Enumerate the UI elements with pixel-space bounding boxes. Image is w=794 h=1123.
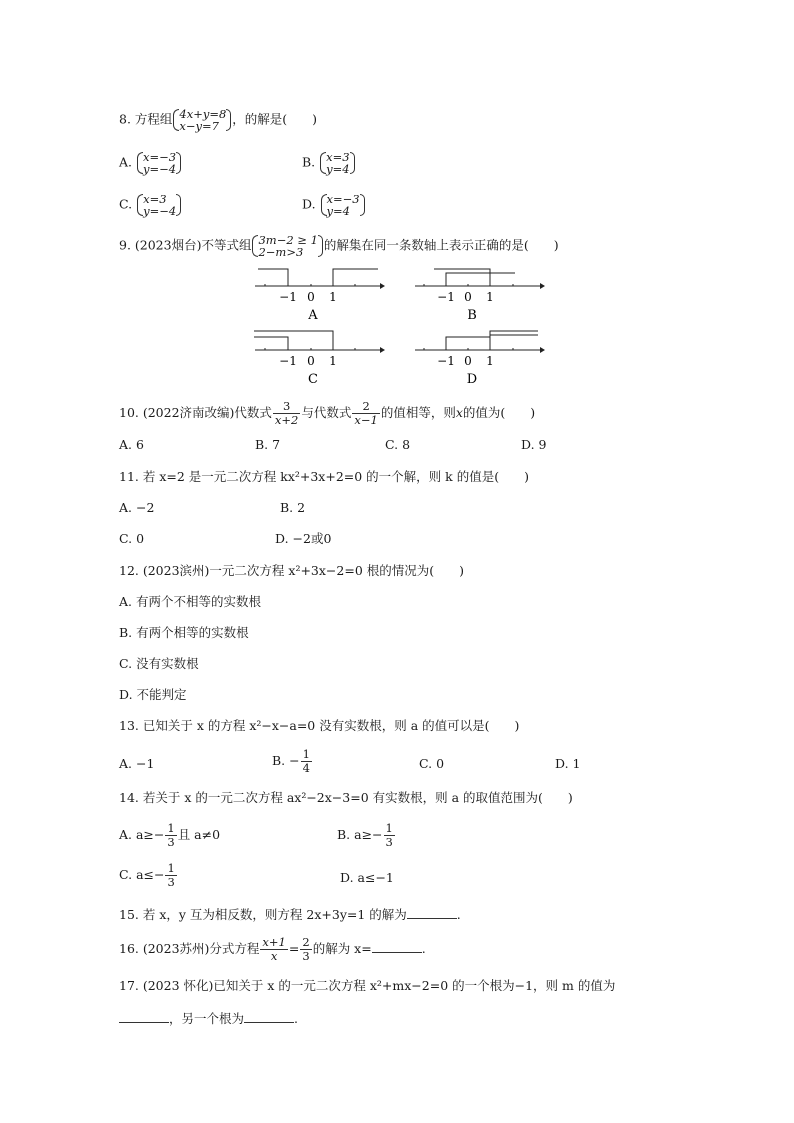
option-text: B. − — [272, 753, 300, 768]
q9-numberline-c[interactable] — [250, 328, 390, 390]
tick-label: 0 — [464, 290, 472, 304]
q8-eq2: x−y=7 — [179, 119, 219, 133]
tick-label: −1 — [279, 354, 297, 368]
q9-eq2: 2−m>3 — [258, 245, 304, 259]
q10-variable: x — [455, 405, 463, 420]
q10-suffix: 的值相等，则 — [380, 405, 456, 420]
option-fraction — [384, 822, 395, 849]
option-text: 且 a≠0 — [177, 827, 221, 842]
q14-option-b[interactable] — [337, 822, 396, 849]
option-line: x=3 — [326, 150, 350, 164]
option-label: A. — [119, 154, 133, 170]
fraction-denominator: 4 — [302, 761, 310, 775]
q13-stem: 13. 已知关于 x 的方程 x²−x−a=0 没有实数根，则 a 的值可以是( ) — [119, 718, 520, 733]
q11-option-b[interactable]: B. 2 — [280, 500, 306, 515]
fraction-denominator: 3 — [302, 949, 310, 963]
option-fraction — [165, 822, 176, 849]
option-line: x=3 — [143, 192, 167, 206]
fraction-denominator: 3 — [167, 835, 175, 849]
fraction-numerator: 3 — [273, 400, 300, 414]
option-line: y=−4 — [143, 204, 177, 218]
option-label: C — [308, 372, 318, 387]
fraction-numerator: 2 — [302, 935, 310, 949]
option-label: A — [308, 308, 318, 323]
option-system — [319, 151, 355, 175]
q10-option-c[interactable]: C. 8 — [385, 437, 411, 452]
q14-option-c[interactable] — [119, 862, 178, 889]
option-system — [320, 193, 366, 217]
q16-fraction-right — [300, 936, 311, 963]
q17-blank-root[interactable] — [244, 1010, 294, 1023]
q15-end: . — [456, 907, 461, 922]
fraction-denominator: 3 — [167, 875, 175, 889]
q15-stem — [119, 906, 461, 923]
option-fraction — [165, 862, 176, 889]
q16-stem — [119, 936, 426, 963]
q10-prefix: 10. (2022济南改编)代数式 — [119, 405, 272, 420]
option-line: x=−3 — [143, 150, 177, 164]
q12-option-c[interactable]: C. 没有实数根 — [119, 656, 199, 671]
tick-label: 0 — [307, 354, 315, 368]
option-line: x=−3 — [326, 192, 360, 206]
q14-option-a[interactable] — [119, 822, 220, 849]
option-text: A. a≥− — [119, 827, 165, 842]
q9-numberline-d[interactable] — [410, 328, 550, 390]
q9-prefix: 9. (2023烟台)不等式组 — [119, 237, 252, 253]
q14-stem: 14. 若关于 x 的一元二次方程 ax²−2x−3=0 有实数根，则 a 的取值范围为( ) — [119, 790, 573, 805]
fraction-numerator: 1 — [167, 821, 175, 835]
q12-stem: 12. (2023滨州)一元二次方程 x²+3x−2=0 根的情况为( ) — [119, 563, 465, 578]
fraction-denominator: 3 — [385, 835, 393, 849]
q8-option-b[interactable] — [302, 151, 356, 175]
tick-label: 1 — [329, 354, 337, 368]
q16-end: . — [421, 941, 426, 956]
tick-label: 0 — [464, 354, 472, 368]
q17-stem-line1: 17. (2023 怀化)已知关于 x 的一元二次方程 x²+mx−2=0 的一个根为−1，则 m 的值为 — [119, 978, 616, 993]
q13-option-d[interactable]: D. 1 — [555, 756, 581, 771]
q8-eq1: 4x+y=8 — [179, 107, 227, 121]
option-line: y=−4 — [143, 162, 177, 176]
fraction-numerator: 1 — [385, 821, 393, 835]
q17-blank-m[interactable] — [119, 1010, 169, 1023]
tick-label: 0 — [307, 290, 315, 304]
option-label: D — [466, 372, 478, 387]
q17-stem-line2 — [119, 1010, 298, 1027]
option-text: B. a≥− — [337, 827, 383, 842]
fraction-numerator: 2 — [352, 400, 379, 414]
q9-system — [251, 234, 323, 258]
q17-end: . — [294, 1011, 298, 1026]
q10-fraction-1 — [273, 400, 300, 427]
q10-option-a[interactable]: A. 6 — [119, 437, 144, 452]
q10-mid: 与代数式 — [301, 405, 352, 420]
tick-label: 1 — [329, 290, 337, 304]
q16-suffix: 的解为 x= — [312, 941, 372, 956]
option-line: y=4 — [326, 204, 350, 218]
option-label: B — [467, 308, 477, 323]
tick-label: 1 — [486, 354, 494, 368]
option-label: D. — [302, 196, 316, 212]
q15-text: 15. 若 x，y 互为相反数，则方程 2x+3y=1 的解为 — [119, 907, 407, 922]
q10-option-d[interactable]: D. 9 — [521, 437, 547, 452]
tick-label: −1 — [279, 290, 297, 304]
q8-option-d[interactable] — [302, 193, 366, 217]
q9-eq1: 3m−2 ≥ 1 — [258, 233, 318, 247]
tick-label: 1 — [486, 290, 494, 304]
q8-option-c[interactable] — [119, 193, 182, 217]
q11-stem: 11. 若 x=2 是一元二次方程 kx²+3x+2=0 的一个解，则 k 的值是( ) — [119, 469, 529, 484]
q12-option-b[interactable]: B. 有两个相等的实数根 — [119, 625, 249, 640]
fraction-numerator: 1 — [302, 747, 310, 761]
q16-answer-blank[interactable] — [372, 940, 422, 953]
q16-fraction-left — [260, 936, 287, 963]
fraction-numerator: 1 — [167, 861, 175, 875]
tick-label: −1 — [437, 354, 455, 368]
q9-suffix: 的解集在同一条数轴上表示正确的是( ) — [323, 237, 559, 253]
option-system — [136, 151, 182, 175]
q13-option-c[interactable]: C. 0 — [419, 756, 445, 771]
q13-option-a[interactable]: A. −1 — [119, 756, 155, 771]
q13-option-b[interactable] — [272, 748, 313, 775]
q9-numberline-a[interactable] — [250, 264, 390, 326]
q15-answer-blank[interactable] — [407, 906, 457, 919]
q16-equals: = — [288, 941, 300, 956]
fraction-denominator: x−1 — [354, 413, 378, 427]
q12-option-d[interactable]: D. 不能判定 — [119, 687, 187, 702]
q11-option-a[interactable]: A. −2 — [119, 500, 155, 515]
q8-system — [172, 108, 232, 132]
q12-option-a[interactable]: A. 有两个不相等的实数根 — [119, 594, 261, 609]
option-label: B. — [302, 154, 316, 170]
option-label: C. — [119, 196, 133, 212]
option-fraction — [301, 748, 312, 775]
q10-suffix: 的值为( ) — [462, 405, 536, 420]
q10-fraction-2 — [352, 400, 379, 427]
q11-option-d[interactable]: D. −2或0 — [275, 531, 332, 546]
q16-prefix: 16. (2023苏州)分式方程 — [119, 941, 260, 956]
q11-option-c[interactable]: C. 0 — [119, 531, 145, 546]
fraction-denominator: x+2 — [274, 413, 299, 427]
q8-prefix: 8. 方程组 — [119, 111, 173, 127]
option-system — [136, 193, 182, 217]
q10-stem — [119, 400, 535, 427]
q8-suffix: ，的解是( ) — [232, 111, 318, 127]
q14-option-d[interactable]: D. a≤−1 — [340, 870, 394, 885]
q8-stem — [119, 108, 317, 132]
fraction-denominator: x — [270, 949, 278, 963]
option-line: y=4 — [326, 162, 350, 176]
q10-option-b[interactable]: B. 7 — [255, 437, 281, 452]
option-text: C. a≤− — [119, 867, 165, 882]
q9-stem — [119, 234, 559, 258]
tick-label: −1 — [437, 290, 455, 304]
fraction-numerator: x+1 — [262, 935, 286, 949]
q8-option-a[interactable] — [119, 151, 182, 175]
q9-numberline-b[interactable] — [410, 264, 550, 326]
q17-mid: ，另一个根为 — [169, 1011, 245, 1026]
